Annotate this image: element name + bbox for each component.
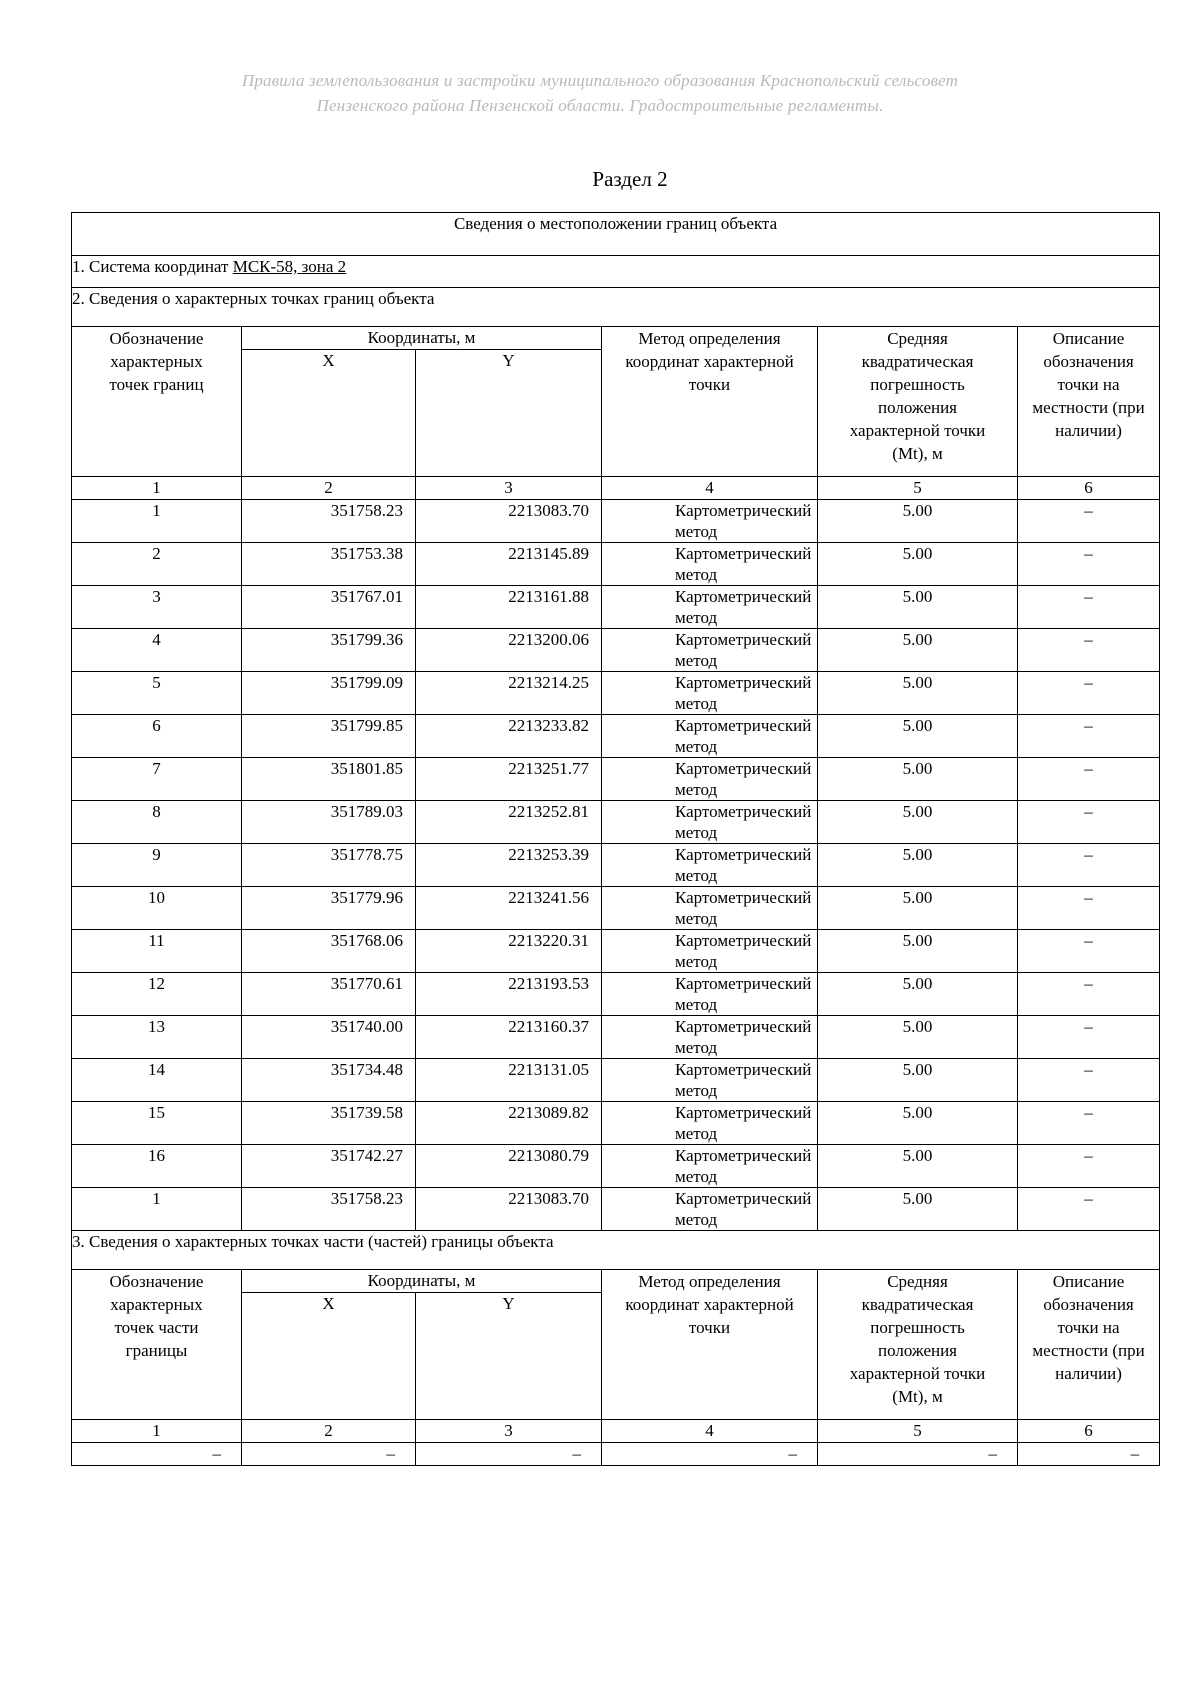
point-number: 11 bbox=[72, 930, 242, 973]
table-row bbox=[72, 500, 1160, 543]
method-value: Картометрический метод bbox=[602, 715, 818, 758]
description-value: – bbox=[1018, 543, 1160, 586]
y-value: 2213161.88 bbox=[416, 586, 602, 629]
method-value: Картометрический метод bbox=[602, 1145, 818, 1188]
x-value: 351778.75 bbox=[242, 844, 416, 887]
y-value: 2213200.06 bbox=[416, 629, 602, 672]
x-value: 351753.38 bbox=[242, 543, 416, 586]
description-value: – bbox=[1018, 887, 1160, 930]
method-value: Картометрический метод bbox=[602, 500, 818, 543]
part-col-coords-header: Координаты, м bbox=[242, 1270, 602, 1293]
col-number: 2 bbox=[242, 477, 416, 500]
point-number: 14 bbox=[72, 1059, 242, 1102]
error-value: 5.00 bbox=[818, 930, 1018, 973]
col-description-header: Описание обозначения точки на местности (при наличии) bbox=[1018, 327, 1160, 477]
error-value: 5.00 bbox=[818, 1145, 1018, 1188]
description-value: – bbox=[1018, 1145, 1160, 1188]
description-value: – bbox=[1018, 629, 1160, 672]
col-number: 6 bbox=[1018, 477, 1160, 500]
error-value: 5.00 bbox=[818, 1188, 1018, 1231]
error-value: 5.00 bbox=[818, 629, 1018, 672]
part-column-numbers-row bbox=[72, 1420, 1160, 1443]
empty-cell: – bbox=[72, 1443, 242, 1466]
error-value: 5.00 bbox=[818, 887, 1018, 930]
table-row bbox=[72, 887, 1160, 930]
running-header-line1: Правила землепользования и застройки муниципального образования Краснопольский сельсовет bbox=[241, 71, 959, 90]
error-value: 5.00 bbox=[818, 801, 1018, 844]
running-header bbox=[0, 68, 1200, 118]
method-value: Картометрический метод bbox=[602, 801, 818, 844]
part-col-error-header: Средняя квадратическая погрешность положения характерной точки (Mt), м bbox=[818, 1270, 1018, 1420]
empty-cell: – bbox=[602, 1443, 818, 1466]
error-value: 5.00 bbox=[818, 543, 1018, 586]
y-value: 2213241.56 bbox=[416, 887, 602, 930]
x-value: 351789.03 bbox=[242, 801, 416, 844]
section-title: Раздел 2 bbox=[592, 167, 668, 191]
x-value: 351758.23 bbox=[242, 500, 416, 543]
method-value: Картометрический метод bbox=[602, 930, 818, 973]
part-col-designation-header: Обозначение характерных точек части границы bbox=[72, 1270, 242, 1420]
table-row bbox=[72, 629, 1160, 672]
description-value: – bbox=[1018, 758, 1160, 801]
subsection-3-title: 3. Сведения о характерных точках части (частей) границы объекта bbox=[72, 1231, 1160, 1270]
col-y-header: Y bbox=[416, 350, 602, 477]
y-value: 2213160.37 bbox=[416, 1016, 602, 1059]
y-value: 2213253.39 bbox=[416, 844, 602, 887]
table-row bbox=[72, 930, 1160, 973]
method-value: Картометрический метод bbox=[602, 672, 818, 715]
error-value: 5.00 bbox=[818, 1102, 1018, 1145]
error-value: 5.00 bbox=[818, 973, 1018, 1016]
table-row bbox=[72, 844, 1160, 887]
description-value: – bbox=[1018, 715, 1160, 758]
coordinate-system-row bbox=[72, 256, 1160, 288]
col-error-header: Средняя квадратическая погрешность положения характерной точки (Mt), м bbox=[818, 327, 1018, 477]
x-value: 351767.01 bbox=[242, 586, 416, 629]
col-designation-header: Обозначение характерных точек границ bbox=[72, 327, 242, 477]
subsection-2-title: 2. Сведения о характерных точках границ объекта bbox=[72, 288, 1160, 327]
col-number: 1 bbox=[72, 477, 242, 500]
table-row bbox=[72, 973, 1160, 1016]
method-value: Картометрический метод bbox=[602, 887, 818, 930]
description-value: – bbox=[1018, 844, 1160, 887]
method-value: Картометрический метод bbox=[602, 629, 818, 672]
empty-cell: – bbox=[416, 1443, 602, 1466]
point-number: 1 bbox=[72, 500, 242, 543]
method-value: Картометрический метод bbox=[602, 1102, 818, 1145]
x-value: 351779.96 bbox=[242, 887, 416, 930]
description-value: – bbox=[1018, 500, 1160, 543]
boundary-table bbox=[71, 212, 1160, 1466]
x-value: 351740.00 bbox=[242, 1016, 416, 1059]
part-col-method-header: Метод определения координат характерной точки bbox=[602, 1270, 818, 1420]
point-number: 3 bbox=[72, 586, 242, 629]
y-value: 2213080.79 bbox=[416, 1145, 602, 1188]
point-number: 10 bbox=[72, 887, 242, 930]
x-value: 351799.36 bbox=[242, 629, 416, 672]
y-value: 2213252.81 bbox=[416, 801, 602, 844]
description-value: – bbox=[1018, 672, 1160, 715]
error-value: 5.00 bbox=[818, 586, 1018, 629]
y-value: 2213193.53 bbox=[416, 973, 602, 1016]
table-title: Сведения о местоположении границ объекта bbox=[72, 213, 1160, 256]
col-number: 3 bbox=[416, 1420, 602, 1443]
coordinate-system bbox=[72, 256, 1160, 288]
table-row bbox=[72, 672, 1160, 715]
error-value: 5.00 bbox=[818, 844, 1018, 887]
error-value: 5.00 bbox=[818, 715, 1018, 758]
col-number: 6 bbox=[1018, 1420, 1160, 1443]
x-value: 351734.48 bbox=[242, 1059, 416, 1102]
col-number: 5 bbox=[818, 1420, 1018, 1443]
description-value: – bbox=[1018, 801, 1160, 844]
point-number: 5 bbox=[72, 672, 242, 715]
point-number: 12 bbox=[72, 973, 242, 1016]
point-number: 8 bbox=[72, 801, 242, 844]
part-header-row-top bbox=[72, 1270, 1160, 1293]
point-number: 7 bbox=[72, 758, 242, 801]
error-value: 5.00 bbox=[818, 1016, 1018, 1059]
y-value: 2213083.70 bbox=[416, 500, 602, 543]
table-row bbox=[72, 758, 1160, 801]
empty-cell: – bbox=[1018, 1443, 1160, 1466]
table-row bbox=[72, 1102, 1160, 1145]
y-value: 2213145.89 bbox=[416, 543, 602, 586]
table-row bbox=[72, 1016, 1160, 1059]
error-value: 5.00 bbox=[818, 672, 1018, 715]
x-value: 351799.85 bbox=[242, 715, 416, 758]
description-value: – bbox=[1018, 1188, 1160, 1231]
y-value: 2213089.82 bbox=[416, 1102, 602, 1145]
point-number: 15 bbox=[72, 1102, 242, 1145]
point-number: 13 bbox=[72, 1016, 242, 1059]
y-value: 2213233.82 bbox=[416, 715, 602, 758]
method-value: Картометрический метод bbox=[602, 758, 818, 801]
subsection-3-row bbox=[72, 1231, 1160, 1270]
error-value: 5.00 bbox=[818, 500, 1018, 543]
col-method-header: Метод определения координат характерной точки bbox=[602, 327, 818, 477]
table-row bbox=[72, 715, 1160, 758]
description-value: – bbox=[1018, 1016, 1160, 1059]
table-row bbox=[72, 1145, 1160, 1188]
description-value: – bbox=[1018, 1059, 1160, 1102]
col-number: 2 bbox=[242, 1420, 416, 1443]
table-row bbox=[72, 1059, 1160, 1102]
running-header-line2: Пензенского района Пензенской области. Градостроительные регламенты. bbox=[316, 96, 884, 115]
y-value: 2213083.70 bbox=[416, 1188, 602, 1231]
method-value: Картометрический метод bbox=[602, 973, 818, 1016]
col-number: 1 bbox=[72, 1420, 242, 1443]
part-col-y-header: Y bbox=[416, 1293, 602, 1420]
point-number: 2 bbox=[72, 543, 242, 586]
method-value: Картометрический метод bbox=[602, 1059, 818, 1102]
method-value: Картометрический метод bbox=[602, 1016, 818, 1059]
coordinate-system-value: МСК-58, зона 2 bbox=[232, 257, 347, 276]
y-value: 2213220.31 bbox=[416, 930, 602, 973]
description-value: – bbox=[1018, 1102, 1160, 1145]
coordinate-system-label: 1. Система координат bbox=[72, 257, 233, 276]
description-value: – bbox=[1018, 973, 1160, 1016]
empty-cell: – bbox=[818, 1443, 1018, 1466]
x-value: 351770.61 bbox=[242, 973, 416, 1016]
point-number: 4 bbox=[72, 629, 242, 672]
description-value: – bbox=[1018, 930, 1160, 973]
subsection-2-row bbox=[72, 288, 1160, 327]
col-number: 4 bbox=[602, 477, 818, 500]
header-row-top bbox=[72, 327, 1160, 350]
table-row bbox=[72, 801, 1160, 844]
error-value: 5.00 bbox=[818, 758, 1018, 801]
description-value: – bbox=[1018, 586, 1160, 629]
y-value: 2213131.05 bbox=[416, 1059, 602, 1102]
x-value: 351758.23 bbox=[242, 1188, 416, 1231]
y-value: 2213251.77 bbox=[416, 758, 602, 801]
point-number: 16 bbox=[72, 1145, 242, 1188]
table-row bbox=[72, 586, 1160, 629]
y-value: 2213214.25 bbox=[416, 672, 602, 715]
column-numbers-row bbox=[72, 477, 1160, 500]
x-value: 351739.58 bbox=[242, 1102, 416, 1145]
error-value: 5.00 bbox=[818, 1059, 1018, 1102]
point-number: 1 bbox=[72, 1188, 242, 1231]
x-value: 351801.85 bbox=[242, 758, 416, 801]
part-empty-row bbox=[72, 1443, 1160, 1466]
method-value: Картометрический метод bbox=[602, 586, 818, 629]
part-col-x-header: X bbox=[242, 1293, 416, 1420]
method-value: Картометрический метод bbox=[602, 543, 818, 586]
method-value: Картометрический метод bbox=[602, 844, 818, 887]
point-number: 9 bbox=[72, 844, 242, 887]
x-value: 351799.09 bbox=[242, 672, 416, 715]
empty-cell: – bbox=[242, 1443, 416, 1466]
point-number: 6 bbox=[72, 715, 242, 758]
col-number: 5 bbox=[818, 477, 1018, 500]
x-value: 351742.27 bbox=[242, 1145, 416, 1188]
col-x-header: X bbox=[242, 350, 416, 477]
col-number: 4 bbox=[602, 1420, 818, 1443]
part-col-description-header: Описание обозначения точки на местности (при наличии) bbox=[1018, 1270, 1160, 1420]
col-number: 3 bbox=[416, 477, 602, 500]
x-value: 351768.06 bbox=[242, 930, 416, 973]
table-title-row bbox=[72, 213, 1160, 256]
table-row bbox=[72, 543, 1160, 586]
col-coords-header: Координаты, м bbox=[242, 327, 602, 350]
method-value: Картометрический метод bbox=[602, 1188, 818, 1231]
table-row bbox=[72, 1188, 1160, 1231]
